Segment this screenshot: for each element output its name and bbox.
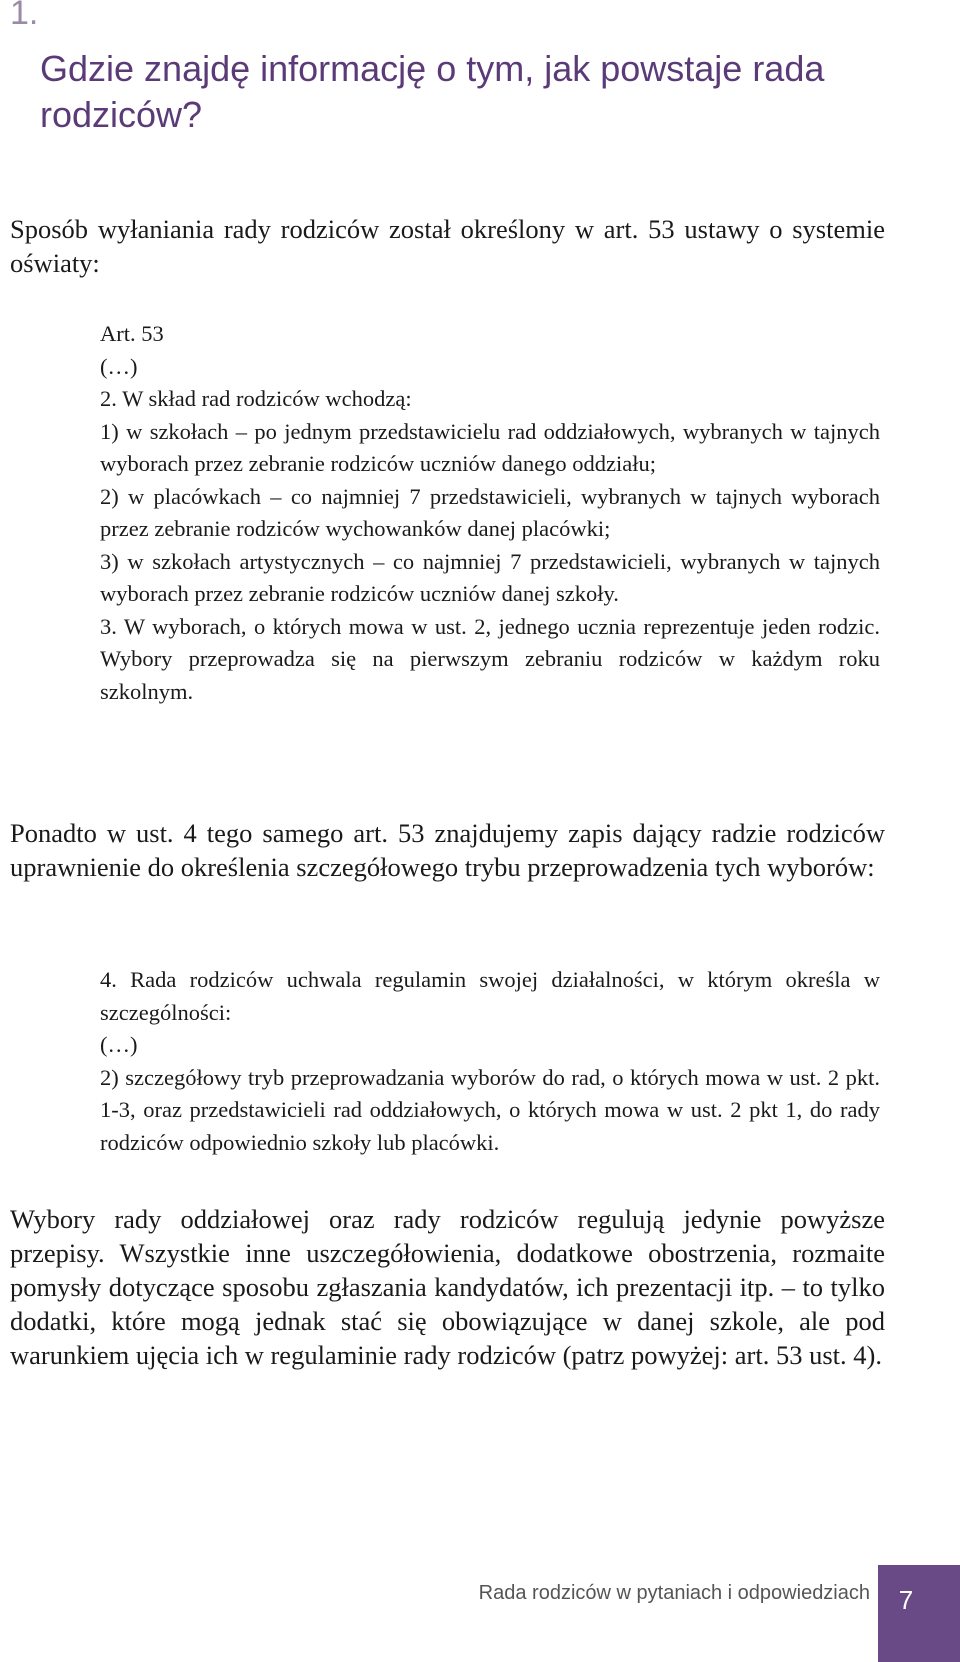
law-quote-ust-4 bbox=[100, 964, 880, 1159]
intro-paragraph: Sposób wyłaniania rady rodziców został określony w art. 53 ustawy o systemie oświaty: bbox=[10, 214, 885, 278]
conclusion-paragraph: Wybory rady oddziałowej oraz rady rodziców regulują jedynie powyższe przepisy. Wszystkie inne uszczegółowienia, dodatkowe obostrzenia, rozmaite pomysły dotyczące sposobu zgłaszania kandydatów, ich prezentacji itp. – to tylko dodatki, które mogą jednak stać się obowiązujące w danej szkole, ale pod warunkiem ujęcia ich w regulaminie rady rodziców (patrz powyżej: art. 53 ust. 4). bbox=[10, 1204, 885, 1370]
ust4-intro-paragraph: Ponadto w ust. 4 tego samego art. 53 znajdujemy zapis dający radzie rodziców uprawnienie do określenia szczegółowego trybu przeprowadzenia tych wyborów: bbox=[10, 818, 885, 882]
quote-article-label: Art. 53 bbox=[100, 321, 164, 346]
page-number: 7 bbox=[898, 1585, 914, 1615]
quote-ellipsis: (…) bbox=[100, 353, 138, 379]
law-quote-art-53 bbox=[100, 318, 880, 708]
quote-point-2: 2) w placówkach – co najmniej 7 przedstawicieli, wybranych w tajnych wyborach przez zebranie rodziców wychowanków danej placówki; bbox=[100, 483, 880, 541]
quote-ellipsis-2: (…) bbox=[100, 1032, 138, 1057]
page-heading: Gdzie znajdę informację o tym, jak powstaje rada rodziców? bbox=[40, 48, 825, 135]
page-number-badge bbox=[878, 1565, 960, 1662]
section-number: 1. bbox=[10, 0, 39, 32]
quote-ust-4: 4. Rada rodziców uchwala regulamin swojej działalności, w którym określa w szczególności: bbox=[100, 967, 880, 1025]
quote-point-3: 3) w szkołach artystycznych – co najmniej 7 przedstawicieli, wybranych w tajnych wyborach przez zebranie rodziców uczniów danej szkoły. bbox=[100, 548, 880, 606]
footer-title: Rada rodziców w pytaniach i odpowiedziach bbox=[478, 1582, 870, 1604]
quote-ust-2: 2. W skład rad rodziców wchodzą: bbox=[100, 386, 412, 411]
quote-ust-4-point-2: 2) szczegółowy tryb przeprowadzania wyborów do rad, o których mowa w ust. 2 pkt. 1-3, oraz przedstawicieli rad oddziałowych, o których mowa w ust. 2 pkt 1, do rady rodziców odpowiednio szkoły lub placówki. bbox=[100, 1064, 880, 1155]
quote-ust-3: 3. W wyborach, o których mowa w ust. 2, jednego ucznia reprezentuje jeden rodzic. Wybory przeprowadza się na pierwszym zebraniu rodziców w każdym roku szkolnym. bbox=[100, 613, 880, 704]
quote-point-1: 1) w szkołach – po jednym przedstawicielu rad oddziałowych, wybranych w tajnych wyborach przez zebranie rodziców uczniów danego oddziału; bbox=[100, 418, 880, 476]
